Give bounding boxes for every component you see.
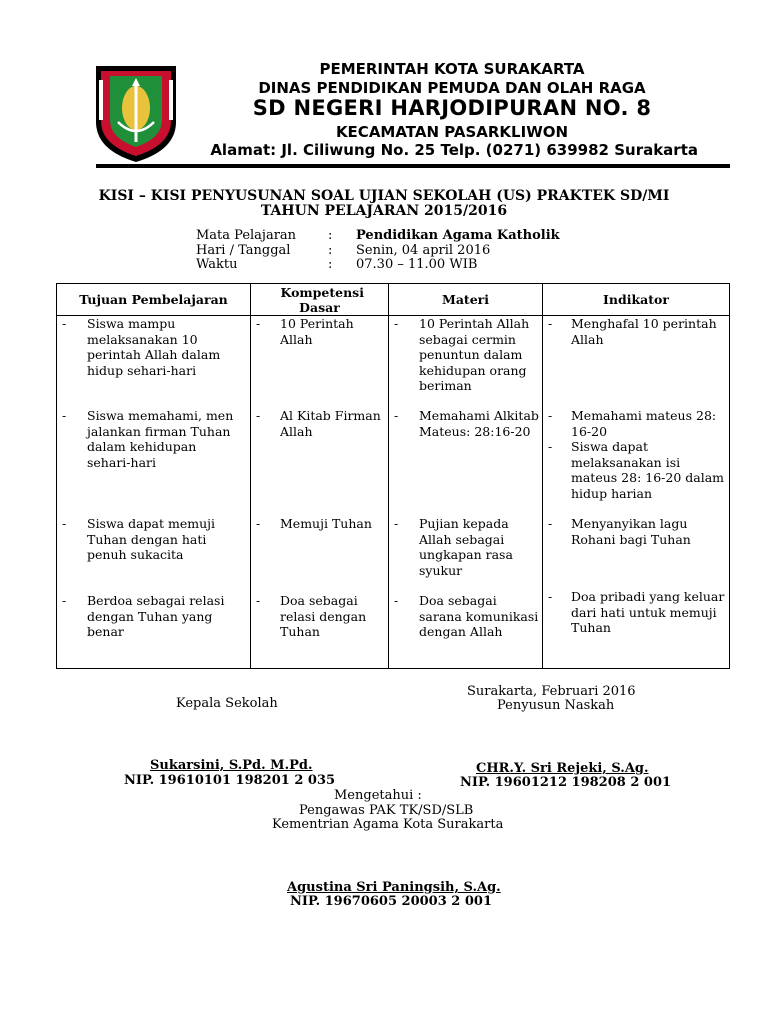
kisi-kisi-table (56, 283, 730, 669)
table-column-divider (388, 284, 389, 668)
supervisor-name: Agustina Sri Paningsih, S.Ag. (287, 880, 501, 895)
header-indikator: Indikator (603, 292, 669, 307)
row-4-tujuan: Berdoa sebagai relasi dengan Tuhan yang benar (87, 593, 225, 639)
row-2-materi: Memahami Alkitab Mateus: 28:16-20 (419, 408, 539, 439)
row-2-kompetensi: Al Kitab Firman Allah (280, 408, 381, 439)
author-nip: NIP. 19601212 198208 2 001 (460, 775, 672, 790)
header-kompetensi-text: Kompetensi Dasar (280, 284, 364, 315)
row-4-kompetensi: Doa sebagai relasi dengan Tuhan (280, 593, 367, 639)
bullet-dash: - (548, 516, 553, 531)
row-1-indikator-1: Menghafal 10 perintah Allah (571, 316, 717, 347)
principal-name: Sukarsini, S.Pd. M.Pd. (150, 758, 313, 773)
header-tujuan: Tujuan Pembelajaran (79, 292, 228, 307)
info-value-date: Senin, 04 april 2016 (356, 243, 491, 258)
left-role: Kepala Sekolah (176, 696, 278, 711)
document-subtitle: TAHUN PELAJARAN 2015/2016 (260, 203, 508, 219)
bullet-dash: - (548, 589, 553, 604)
row-2-indikator-1: Memahami mateus 28: 16-20 (571, 408, 717, 439)
table-column-divider (250, 284, 251, 668)
bullet-dash: - (548, 316, 553, 331)
row-3-indikator-1: Menyanyikan lagu Rohani bagi Tuhan (571, 516, 691, 547)
principal-nip: NIP. 19610101 198201 2 035 (124, 773, 336, 788)
bullet-dash: - (394, 316, 399, 331)
bullet-dash: - (548, 408, 553, 423)
city-emblem-logo (92, 64, 180, 164)
bullet-dash: - (62, 408, 67, 423)
supervisor-nip: NIP. 19670605 20003 2 001 (290, 894, 492, 909)
bullet-dash: - (256, 516, 261, 531)
row-1-kompetensi: 10 Perintah Allah (280, 316, 354, 347)
place-date: Surakarta, Februari 2016 (467, 684, 636, 699)
bullet-dash: - (256, 593, 261, 608)
bullet-dash: - (548, 439, 553, 454)
header-materi: Materi (442, 292, 489, 307)
author-name: CHR.Y. Sri Rejeki, S.Ag. (476, 761, 649, 776)
school-name: SD NEGERI HARJODIPURAN NO. 8 (252, 96, 652, 120)
address-line-container (182, 139, 702, 161)
department-name: DINAS PENDIDIKAN PEMUDA DAN OLAH RAGA (258, 79, 646, 97)
row-4-materi: Doa sebagai sarana komunikasi dengan Allah (419, 593, 539, 639)
acknowledged-label: Mengetahui : (334, 788, 422, 803)
school-address: Alamat: Jl. Ciliwung No. 25 Telp. (0271) 639982 Surakarta (210, 141, 698, 159)
info-sep: : (328, 228, 333, 243)
row-3-kompetensi: Memuji Tuhan (280, 516, 372, 531)
government-name: PEMERINTAH KOTA SURAKARTA (319, 60, 585, 78)
row-2-tujuan: Siswa memahami, men jalankan firman Tuhan dalam kehidupan sehari-hari (87, 408, 234, 470)
bullet-dash: - (256, 316, 261, 331)
row-3-tujuan: Siswa dapat memuji Tuhan dengan hati penuh sukacita (87, 516, 216, 562)
info-sep: : (328, 257, 333, 272)
info-label-subject: Mata Pelajaran (196, 228, 297, 243)
bullet-dash: - (62, 593, 67, 608)
info-value-subject: Pendidikan Agama Katholik (356, 228, 560, 243)
supervisor-title: Pengawas PAK TK/SD/SLB (299, 803, 474, 818)
info-label-date: Hari / Tanggal (196, 243, 291, 258)
row-2-indikator-2: Siswa dapat melaksanakan isi mateus 28: 16-20 dalam hidup harian (571, 439, 725, 501)
letterhead-divider (96, 164, 730, 168)
row-3-materi: Pujian kepada Allah sebagai ungkapan rasa syukur (419, 516, 513, 578)
row-4-indikator-1: Doa pribadi yang keluar dari hati untuk memuji Tuhan (571, 589, 725, 635)
info-value-time: 07.30 – 11.00 WIB (356, 257, 478, 272)
district-name: KECAMATAN PASARKLIWON (335, 123, 569, 141)
document-title: KISI – KISI PENYUSUNAN SOAL UJIAN SEKOLAH (US) PRAKTEK SD/MI (98, 188, 670, 204)
bullet-dash: - (62, 516, 67, 531)
bullet-dash: - (394, 516, 399, 531)
header-kompetensi (251, 284, 388, 315)
bullet-dash: - (62, 316, 67, 331)
bullet-dash: - (256, 408, 261, 423)
info-sep: : (328, 243, 333, 258)
supervisor-office: Kementrian Agama Kota Surakarta (272, 817, 504, 832)
info-label-time: Waktu (196, 257, 238, 272)
row-1-materi: 10 Perintah Allah sebagai cermin penuntun dalam kehidupan orang beriman (419, 316, 530, 393)
right-role: Penyusun Naskah (497, 698, 615, 713)
bullet-dash: - (394, 408, 399, 423)
row-1-tujuan: Siswa mampu melaksanakan 10 perintah Allah dalam hidup sehari-hari (87, 316, 221, 378)
table-column-divider (542, 284, 543, 668)
bullet-dash: - (394, 593, 399, 608)
